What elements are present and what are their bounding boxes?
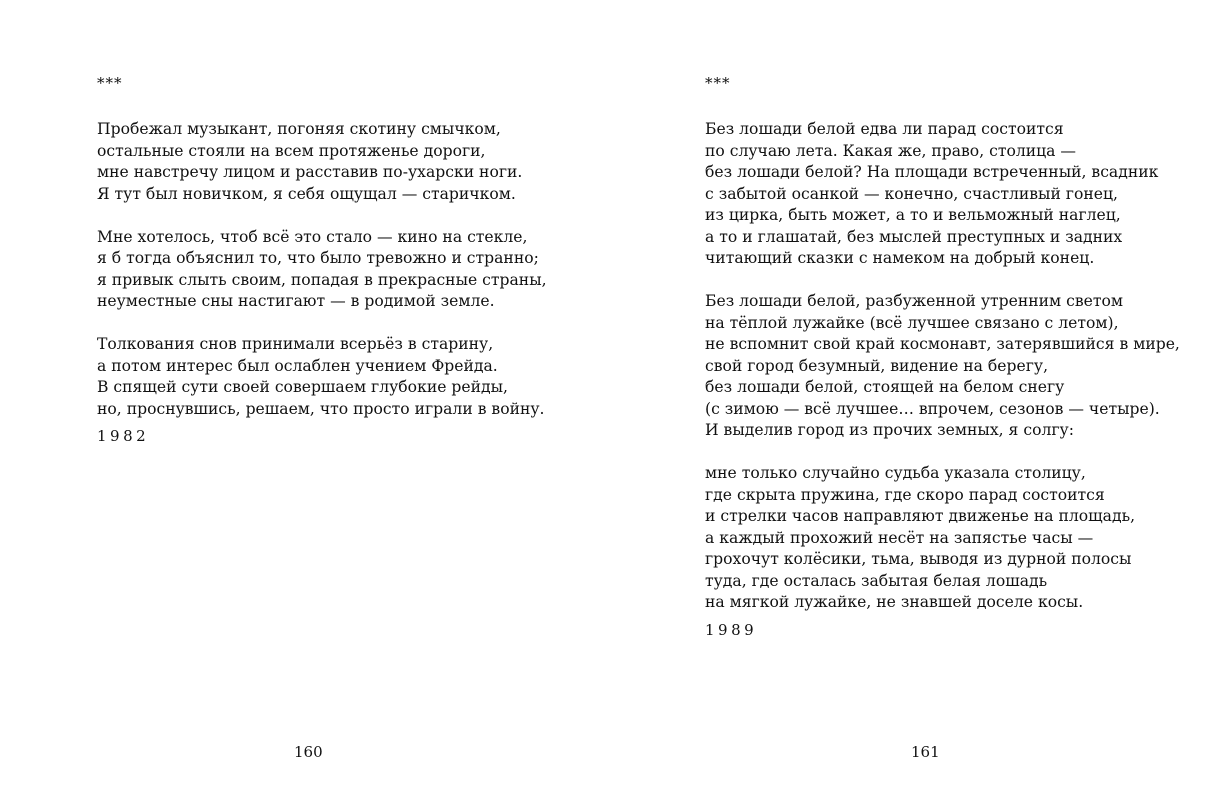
poem-line: из цирка, быть может, а то и вельможный наглец, <box>705 206 1121 224</box>
poem-line: на мягкой лужайке, не знавшей доселе косы. <box>705 593 1084 611</box>
poem-line: с забытой осанкой — конечно, счастливый гонец, <box>705 184 1118 203</box>
poem-year: 1989 <box>705 620 758 639</box>
page-number: 160 <box>294 743 323 761</box>
stanza <box>97 119 547 205</box>
poem-line: Пробежал музыкант, погоняя скотину смычком, <box>97 120 501 138</box>
poem-line: а то и глашатай, без мыслей преступных и задних <box>705 227 1123 246</box>
poem-line: (с зимою — всё лучшее… впрочем, сезонов — четыре). <box>705 399 1160 418</box>
stanza <box>705 291 1180 442</box>
poem-line: туда, где осталась забытая белая лошадь <box>705 571 1048 590</box>
poem-line: Мне хотелось, чтоб всё это стало — кино на стекле, <box>97 227 528 246</box>
poem-line: Без лошади белой едва ли парад состоится <box>705 120 1064 138</box>
stanza <box>705 119 1180 270</box>
right-page <box>615 0 1230 800</box>
poem-line: Без лошади белой, разбуженной утренним светом <box>705 292 1124 310</box>
poem-line: а каждый прохожий несёт на запястье часы — <box>705 528 1094 547</box>
poem-line: но, проснувшись, решаем, что просто играли в войну. <box>97 399 545 418</box>
section-separator: *** <box>97 74 123 92</box>
poem-line: Я тут был новичком, я себя ощущал — старичком. <box>97 184 516 203</box>
poem-line: без лошади белой? На площади встреченный, всадник <box>705 163 1159 181</box>
poem-line: читающий сказки с намеком на добрый конец. <box>705 249 1095 267</box>
poem-line: и стрелки часов направляют движенье на площадь, <box>705 507 1136 525</box>
poem-line: где скрыта пружина, где скоро парад состоится <box>705 485 1105 504</box>
poem-line: неуместные сны настигают — в родимой земле. <box>97 292 495 310</box>
stanza <box>705 463 1180 614</box>
poem-line: на тёплой лужайке (всё лучшее связано с летом), <box>705 313 1119 332</box>
poem-text <box>705 119 1180 640</box>
page-number: 161 <box>911 743 940 761</box>
section-separator: *** <box>705 74 731 92</box>
poem-year: 1982 <box>97 427 150 445</box>
poem-line: Толкования снов принимали всерьёз в старину, <box>97 335 494 353</box>
stanza <box>97 227 547 313</box>
stanza <box>97 334 547 420</box>
poem-line: остальные стояли на всем протяженье дороги, <box>97 141 486 160</box>
poem-line: не вспомнит свой край космонавт, затерявшийся в мире, <box>705 335 1180 353</box>
poem-line: без лошади белой, стоящей на белом снегу <box>705 378 1065 396</box>
poem-line: а потом интерес был ослаблен учением Фрейда. <box>97 356 498 375</box>
poem-line: мне навстречу лицом и расставив по-ухарски ноги. <box>97 163 523 181</box>
poem-line: по случаю лета. Какая же, право, столица — <box>705 141 1077 160</box>
poem-line: В спящей сути своей совершаем глубокие рейды, <box>97 378 508 396</box>
poem-line: свой город безумный, видение на берегу, <box>705 356 1049 375</box>
poem-line: мне только случайно судьба указала столицу, <box>705 464 1086 482</box>
poem-line: я б тогда объяснил то, что было тревожно и странно; <box>97 249 539 267</box>
poem-line: грохочут колёсики, тьма, выводя из дурной полосы <box>705 550 1132 568</box>
poem-line: я привык слыть своим, попадая в прекрасные страны, <box>97 270 547 289</box>
poem-text <box>97 119 547 446</box>
poem-line: И выделив город из прочих земных, я солгу: <box>705 421 1074 439</box>
